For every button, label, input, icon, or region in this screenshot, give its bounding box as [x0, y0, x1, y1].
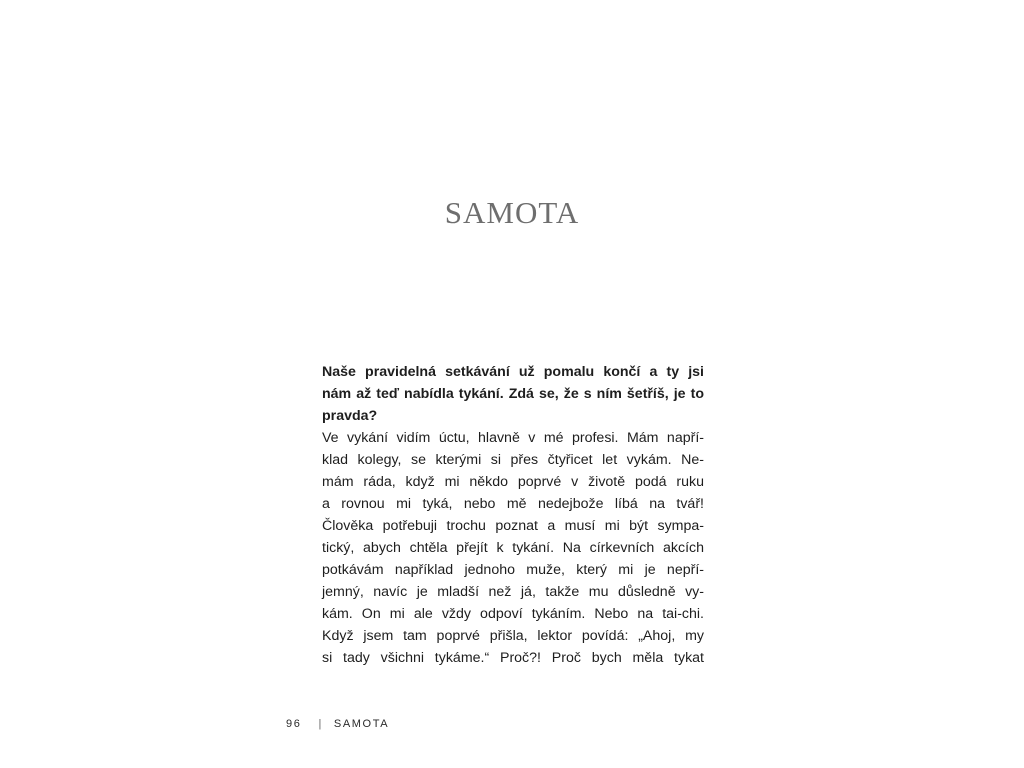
question-line: pravda? [322, 408, 378, 424]
page-footer [286, 716, 389, 732]
footer-separator: | [318, 718, 323, 730]
question-line: nám až teď nabídla tykání. Zdá se, že s ním šetříš, je to [322, 386, 704, 402]
answer-line: klad kolegy, se kterými si přes čtyřicet let vykám. Ne- [322, 452, 704, 468]
answer-line: Člověka potřebuji trochu poznat a musí mi být sympa- [322, 518, 704, 534]
interview-text [322, 361, 704, 669]
chapter-title: SAMOTA [444, 195, 580, 230]
page-number: 96 [286, 718, 302, 730]
answer-line: kám. On mi ale vždy odpoví tykáním. Nebo na tai-chi. [322, 606, 704, 622]
answer-line: a rovnou mi tyká, nebo mě nedejbože líbá na tvář! [322, 496, 704, 512]
answer-line: Když jsem tam poprvé přišla, lektor povídá: „Ahoj, my [322, 628, 704, 644]
answer-line: potkávám například jednoho muže, který mi je nepří- [322, 562, 704, 578]
answer-line: tický, abych chtěla přejít k tykání. Na církevních akcích [322, 540, 704, 556]
answer-line: Ve vykání vidím úctu, hlavně v mé profesi. Mám napří- [322, 430, 704, 446]
answer-line: mám ráda, když mi někdo poprvé v životě podá ruku [322, 474, 704, 490]
answer-line: si tady všichni tykáme.“ Proč?! Proč bych měla tykat [322, 650, 704, 666]
answer-line: jemný, navíc je mladší než já, takže mu důsledně vy- [322, 584, 704, 600]
running-head: SAMOTA [333, 718, 390, 730]
question-line: Naše pravidelná setkávání už pomalu končí a ty jsi [322, 364, 704, 380]
